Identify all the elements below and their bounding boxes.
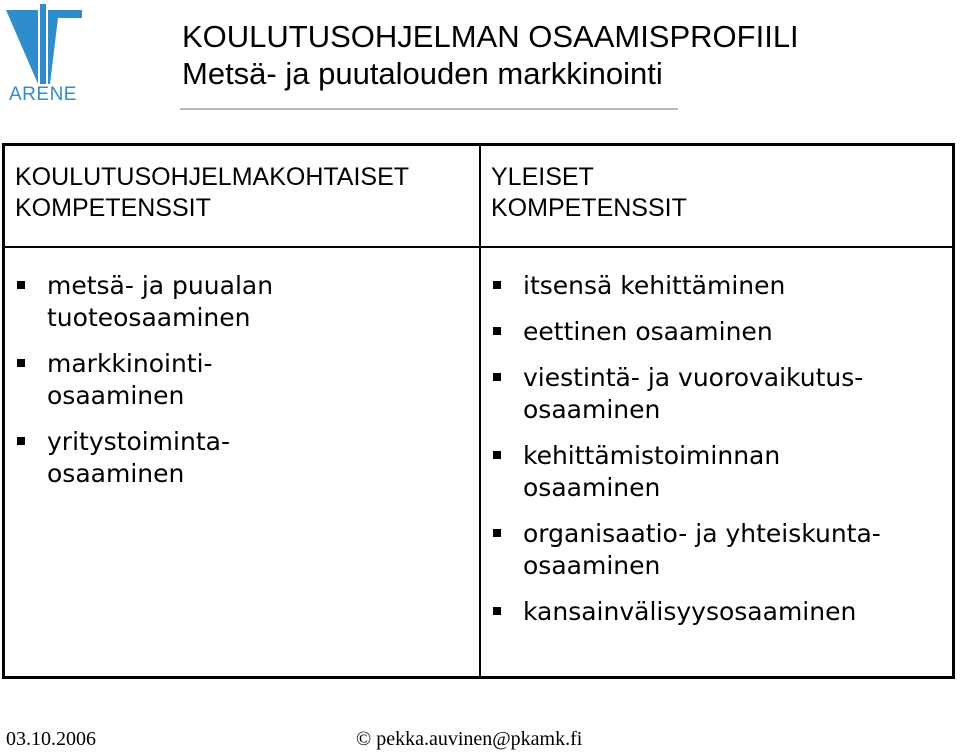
bullet-icon	[493, 281, 501, 289]
bullet-icon	[17, 281, 25, 289]
bullet-icon	[493, 327, 501, 335]
footer-copyright: © pekka.auvinen@pkamk.fi	[356, 728, 583, 750]
list-item-line-2: osaaminen	[47, 381, 185, 410]
left-competence-list	[17, 270, 472, 504]
left-column-header	[15, 162, 475, 224]
list-item	[493, 440, 948, 504]
list-item-line-1: metsä- ja puualan	[47, 271, 274, 300]
bullet-icon	[493, 373, 501, 381]
list-item-line-1: kehittämistoiminnan	[523, 441, 781, 470]
list-item	[17, 348, 472, 412]
footer-date: 03.10.2006	[6, 728, 96, 750]
list-item-line-2: tuoteosaaminen	[47, 303, 251, 332]
title-divider	[180, 108, 678, 110]
bullet-icon	[493, 607, 501, 615]
list-item	[493, 270, 948, 302]
right-competence-list	[493, 270, 948, 642]
left-header-line-1: KOULUTUSOHJELMAKOHTAISET	[15, 163, 410, 191]
list-item-line-1: organisaatio- ja yhteiskunta-	[523, 519, 881, 548]
bullet-icon	[17, 359, 25, 367]
right-header-line-1: YLEISET	[491, 163, 594, 191]
list-item-line-1: eettinen osaaminen	[523, 317, 773, 346]
bullet-icon	[493, 529, 501, 537]
list-item	[17, 270, 472, 334]
list-item-line-1: itsensä kehittäminen	[523, 271, 786, 300]
list-item-line-2: osaaminen	[523, 395, 661, 424]
column-divider	[479, 146, 481, 676]
competence-table	[2, 143, 955, 679]
left-header-line-2: KOMPETENSSIT	[15, 194, 211, 222]
list-item	[493, 518, 948, 582]
right-column-header	[491, 162, 951, 224]
list-item-line-1: viestintä- ja vuorovaikutus-	[523, 363, 864, 392]
list-item-line-2: osaaminen	[523, 473, 661, 502]
list-item-line-1: markkinointi-	[47, 349, 213, 378]
bullet-icon	[17, 437, 25, 445]
list-item-line-1: kansainvälisyysosaaminen	[523, 597, 857, 626]
list-item-line-2: osaaminen	[47, 459, 185, 488]
list-item-line-1: yritystoiminta-	[47, 427, 230, 456]
list-item	[493, 316, 948, 348]
header-divider	[5, 246, 952, 248]
list-item	[17, 426, 472, 490]
title-line-1: KOULUTUSOHJELMAN OSAAMISPROFIILI	[182, 19, 799, 54]
title-line-2: Metsä- ja puutalouden markkinointi	[182, 56, 663, 91]
list-item-line-2: osaaminen	[523, 551, 661, 580]
list-item	[493, 362, 948, 426]
logo-text: ARENE	[9, 84, 77, 105]
bullet-icon	[493, 451, 501, 459]
right-header-line-2: KOMPETENSSIT	[491, 194, 687, 222]
list-item	[493, 596, 948, 628]
page-title	[182, 18, 942, 92]
